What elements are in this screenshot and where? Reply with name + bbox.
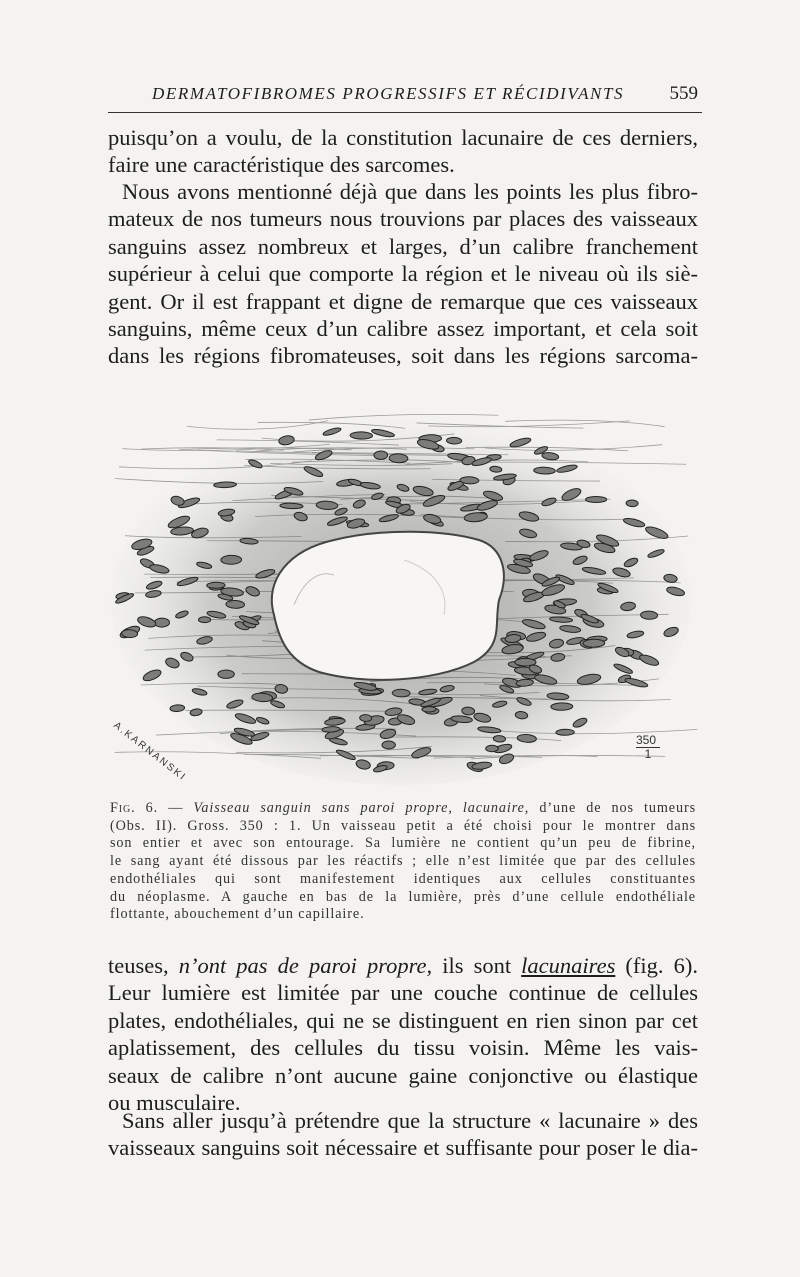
cell-nucleus bbox=[626, 500, 638, 507]
caption-label: Fig. 6. — bbox=[110, 800, 184, 816]
cell-nucleus bbox=[154, 618, 169, 627]
caption-title-rest: d’une de nos tumeurs bbox=[529, 800, 696, 816]
cell-nucleus bbox=[207, 582, 226, 588]
text-run: ils sont bbox=[432, 953, 522, 978]
text-run: (fig. 6). bbox=[615, 953, 698, 978]
magnification-numerator: 350 bbox=[636, 733, 657, 747]
text-line: seaux de calibre n’ont aucune gaine conjonctive ou élastique bbox=[108, 1062, 698, 1088]
cell-nucleus bbox=[640, 611, 657, 620]
page-number: 559 bbox=[669, 83, 698, 104]
paragraph-3 bbox=[108, 952, 698, 1116]
cell-nucleus bbox=[218, 670, 234, 678]
cell-nucleus bbox=[586, 497, 607, 503]
cell-nucleus bbox=[556, 729, 575, 735]
text-line: aplatissement, des cellules du tissu voisin. Même les vais- bbox=[108, 1035, 698, 1061]
cell-nucleus bbox=[221, 555, 242, 564]
text-line: ou musculaire. bbox=[108, 1090, 241, 1116]
cell-nucleus bbox=[360, 714, 372, 721]
cell-nucleus bbox=[374, 451, 388, 459]
text-line bbox=[108, 952, 698, 979]
cell-nucleus bbox=[422, 706, 436, 712]
caption-line: (Obs. II). Gross. 350 : 1. Un vaisseau petit a été choisi pour le montrer dans bbox=[110, 817, 696, 834]
text-line: Nous avons mentionné déjà que dans les points les plus fibro- bbox=[122, 179, 698, 204]
cell-nucleus bbox=[462, 707, 475, 716]
cell-nucleus bbox=[534, 467, 556, 475]
caption-line bbox=[110, 800, 696, 818]
cell-nucleus bbox=[322, 726, 340, 732]
tissue-drawing bbox=[104, 400, 698, 790]
caption-line: du néoplasme. A gauche en bas de la lumière, près d’une cellule endothéliale bbox=[110, 888, 696, 905]
text-line: Sans aller jusqu’à prétendre que la structure « lacunaire » des bbox=[122, 1108, 698, 1133]
text-line: supérieur à celui que comporte la région et le niveau où ils siè- bbox=[108, 261, 698, 287]
emphasis-text: n’ont pas de paroi propre, bbox=[178, 953, 433, 978]
cell-nucleus bbox=[389, 454, 408, 463]
cell-nucleus bbox=[493, 735, 506, 742]
cell-nucleus bbox=[350, 432, 373, 440]
cell-nucleus bbox=[392, 689, 410, 697]
paragraph-1 bbox=[108, 124, 698, 179]
caption-title: Vaisseau sanguin sans paroi propre, lacunaire, bbox=[193, 800, 530, 816]
histology-illustration bbox=[104, 400, 698, 790]
text-line: dans les régions fibromateuses, soit dans les régions sarcoma- bbox=[108, 343, 698, 369]
text-line: puisqu’on a voulu, de la constitution lacunaire de ces derniers, bbox=[108, 125, 698, 150]
text-line: sanguins, même ceux d’un calibre assez important, et cela soit bbox=[108, 316, 698, 342]
paragraph-4 bbox=[108, 1107, 698, 1162]
cell-nucleus bbox=[551, 703, 573, 711]
magnification-denominator: 1 bbox=[636, 747, 660, 760]
cell-nucleus bbox=[199, 617, 211, 623]
text-line: gent. Or il est frappant et digne de remarque que ces vaisseaux bbox=[108, 288, 698, 314]
cell-nucleus bbox=[583, 639, 605, 647]
emphasis-text: lacunaires bbox=[521, 953, 616, 978]
caption-line: flottante, abouchement d’un capillaire. bbox=[110, 906, 365, 923]
caption-line: son entier et avec son entourage. Sa lumière ne contient qu’un peu de fibrine, bbox=[110, 835, 696, 852]
text-line: vaisseaux sanguins soit nécessaire et suffisante pour poser le dia- bbox=[108, 1135, 698, 1161]
cell-nucleus bbox=[446, 437, 461, 444]
caption-line: le sang ayant été dissous par les réactifs ; elle n’est limitée que par des cellules bbox=[110, 853, 696, 870]
cell-nucleus bbox=[460, 476, 479, 484]
artist-signature: A.KARNANSKI bbox=[111, 720, 189, 784]
text-line: mateux de nos tumeurs nous trouvions par places des vaisseaux bbox=[108, 206, 698, 232]
cell-nucleus bbox=[226, 600, 245, 608]
running-header bbox=[108, 80, 702, 113]
paragraph-2 bbox=[108, 178, 698, 370]
cell-nucleus bbox=[280, 503, 303, 509]
text-run: teuses, bbox=[108, 953, 179, 978]
cell-nucleus bbox=[121, 629, 137, 638]
text-line: plates, endothéliales, qui ne se distinguent en rien sinon par cet bbox=[108, 1007, 698, 1033]
cell-nucleus bbox=[486, 745, 499, 752]
magnification-label bbox=[636, 733, 660, 760]
running-title: DERMATOFIBROMES PROGRESSIFS ET RÉCIDIVANTS bbox=[152, 84, 625, 103]
text-line: faire une caractéristique des sarcomes. bbox=[108, 152, 455, 178]
caption-line: endothéliales qui sont manifestement identiques aux cellules constituantes bbox=[110, 870, 696, 887]
cell-nucleus bbox=[214, 482, 237, 488]
text-line: sanguins assez nombreux et larges, d’un calibre franchement bbox=[108, 233, 698, 259]
figure-caption bbox=[110, 800, 696, 924]
cell-nucleus bbox=[382, 741, 395, 749]
text-line: Leur lumière est limitée par une couche continue de cellules bbox=[108, 980, 698, 1006]
